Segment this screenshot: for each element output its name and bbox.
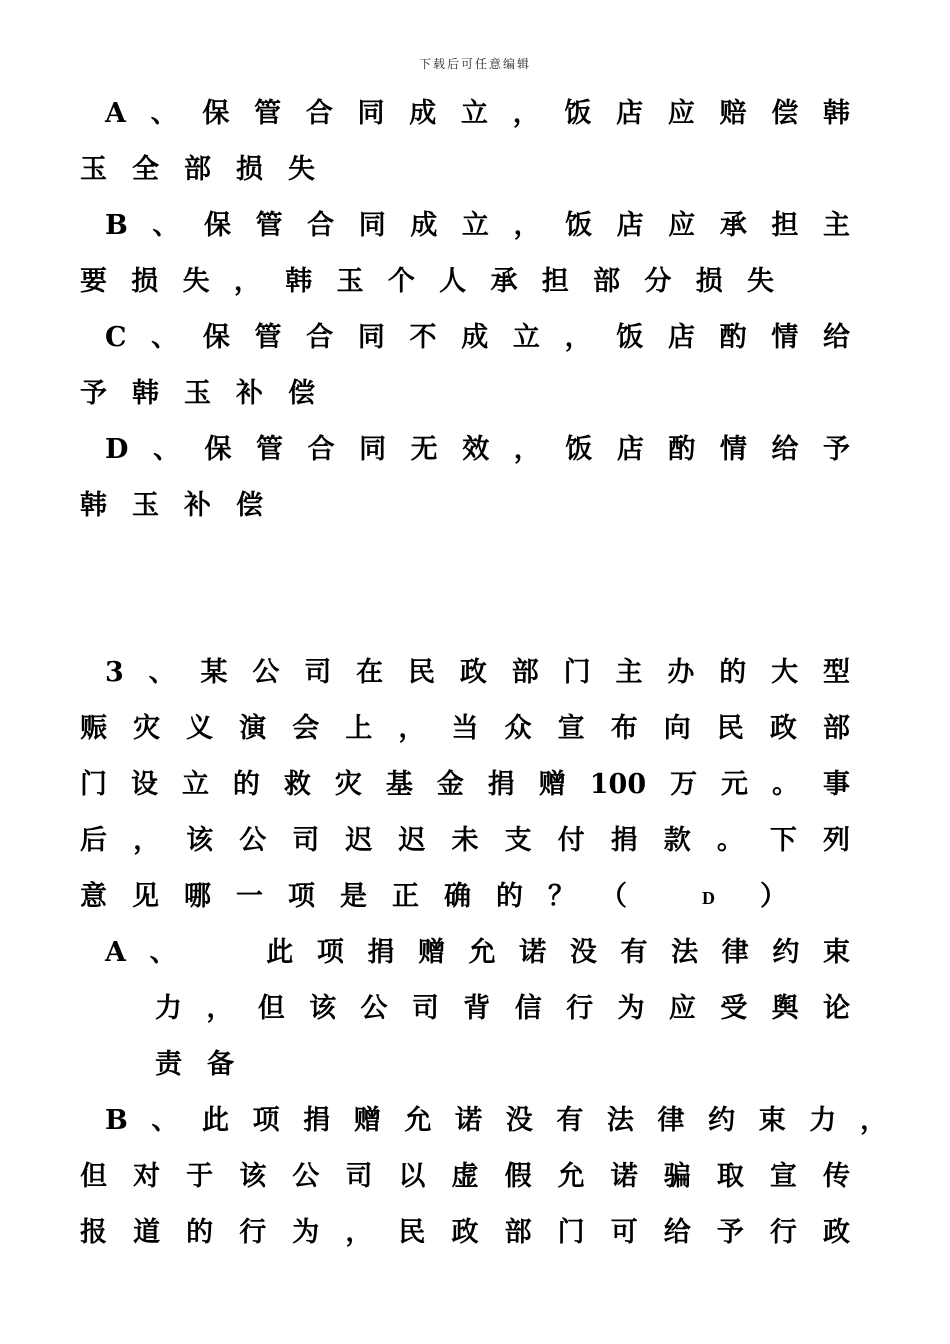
q3-option-a-line-1: A、 此项捐赠允诺没有法律约束 xyxy=(105,937,850,968)
question-3-line-3: 门设立的救灾基金捐赠100万元。事 xyxy=(80,769,850,800)
option-a-line-2: 玉全部损失 xyxy=(80,154,340,185)
option-d-line-2: 韩玉补偿 xyxy=(80,490,288,521)
q3-option-b-line-1: B、此项捐赠允诺没有法律约束力， xyxy=(105,1105,887,1136)
question-3-prompt: 意见哪一项是正确的？（ xyxy=(80,881,652,912)
option-b-line-1: B、保管合同成立，饭店应承担主 xyxy=(105,210,850,241)
question-3-line-2: 赈灾义演会上，当众宣布向民政部 xyxy=(80,713,850,744)
q3-option-b-line-3: 报道的行为，民政部门可给予行政 xyxy=(80,1217,850,1248)
closing-paren: ） xyxy=(760,881,812,912)
q3-option-a-line-2: 力，但该公司背信行为应受舆论 xyxy=(155,993,850,1024)
option-d-line-1: D、保管合同无效，饭店酌情给予 xyxy=(105,434,850,465)
question-3-line-4: 后，该公司迟迟未支付捐款。下列 xyxy=(80,825,850,856)
option-a-line-1: A、保管合同成立，饭店应赔偿韩 xyxy=(105,98,850,129)
q3-option-a-line-3: 责备 xyxy=(155,1049,259,1080)
question-3-line-5 xyxy=(80,879,850,916)
q3-option-b-line-2: 但对于该公司以虚假允诺骗取宣传 xyxy=(80,1161,850,1192)
question-3-line-1: 3、某公司在民政部门主办的大型 xyxy=(105,657,850,688)
page-header: 下载后可任意编辑 xyxy=(418,57,531,71)
option-c-line-2: 予韩玉补偿 xyxy=(80,378,340,409)
option-b-line-2: 要损失，韩玉个人承担部分损失 xyxy=(80,266,774,297)
answer-letter: D xyxy=(702,887,740,908)
option-c-line-1: C、保管合同不成立，饭店酌情给 xyxy=(105,322,850,353)
